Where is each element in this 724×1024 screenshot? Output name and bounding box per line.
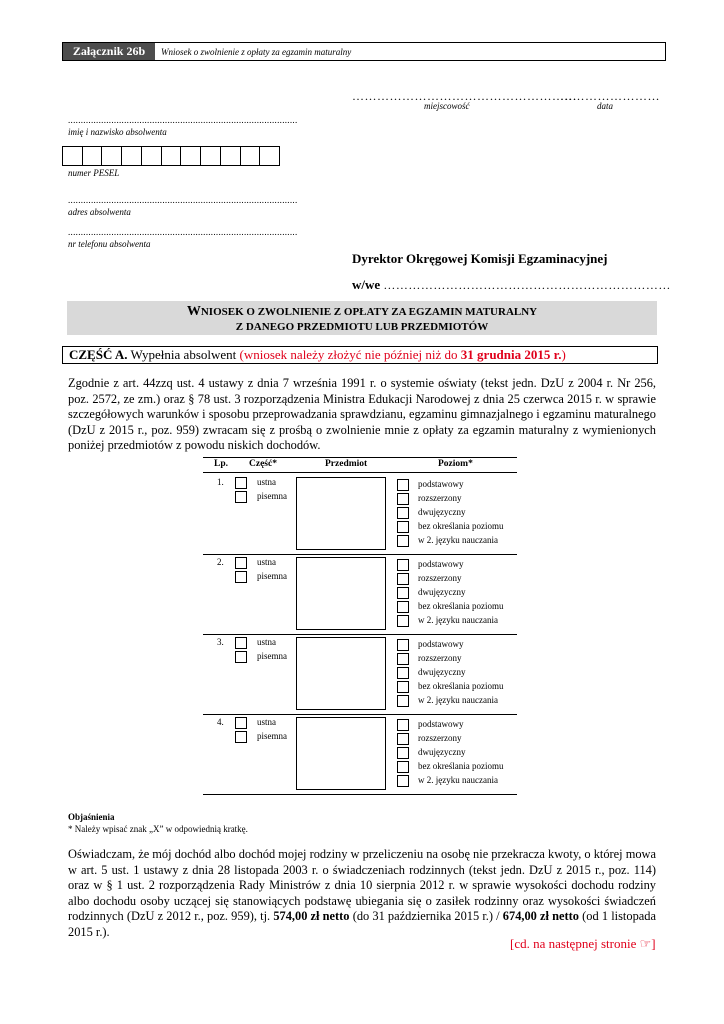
- header-subject: Przedmiot: [325, 459, 368, 469]
- part-label: ustna: [257, 477, 276, 487]
- checkbox-level[interactable]: [397, 695, 409, 707]
- declaration-amount-2: 674,00 zł netto: [502, 909, 579, 924]
- checkbox-level[interactable]: [397, 559, 409, 571]
- subject-input[interactable]: [296, 477, 386, 550]
- level-label: bez określania poziomu: [418, 521, 504, 531]
- name-caption: imię i nazwisko absolwenta: [68, 127, 167, 137]
- pesel-caption: numer PESEL: [68, 168, 120, 178]
- pesel-input[interactable]: [62, 146, 280, 166]
- statement-paragraph: Zgodnie z art. 44zzq ust. 4 ustawy z dnia 7 września 1991 r. o systemie oświaty (tekst jedn. DzU z 2004 r. Nr 256, poz. 2572, ze zm.) oraz § 78 ust. 3 rozporządzenia Ministra Edukacji Narodowej z dnia 25 czerwca 2015 r. w sprawie szczegółowych warunków i sposobu przeprowadzania sprawdzianu, egzaminu gimnazjalnego i egzaminu maturalnego (DzU z 2015 r., poz. 959) zwracam się z prośbą o zwolnienie mnie z opłaty za egzamin maturalny z wymienionych poniżej przedmiotów z powodu niskich dochodów.: [68, 376, 657, 453]
- subject-input[interactable]: [296, 637, 386, 710]
- part-a-text: Wypełnia absolwent: [130, 347, 237, 362]
- declaration-amount-1: 574,00 zł netto: [273, 909, 350, 924]
- checkbox-level[interactable]: [397, 747, 409, 759]
- level-label: dwujęzyczny: [418, 747, 466, 757]
- row-number: 2.: [217, 557, 224, 567]
- checkbox-level[interactable]: [397, 535, 409, 547]
- row-number: 4.: [217, 717, 224, 727]
- checkbox-part-written[interactable]: [235, 571, 247, 583]
- addressee-location: [352, 277, 671, 293]
- checkbox-level[interactable]: [397, 761, 409, 773]
- checkbox-level[interactable]: [397, 733, 409, 745]
- continuation-end: ]: [651, 936, 656, 951]
- addressee-location-input-line[interactable]: ……………………………………………………………: [383, 278, 671, 292]
- phone-input-line[interactable]: ..........................................................................................: [68, 227, 298, 237]
- deadline-date: 31 grudnia 2015 r.: [460, 347, 562, 362]
- explanations-heading: Objaśnienia: [68, 812, 115, 822]
- declaration-text-3: (od 1 listopada 2015 r.).: [68, 909, 656, 939]
- table-row: [203, 474, 517, 555]
- checkbox-level[interactable]: [397, 667, 409, 679]
- row-number: 3.: [217, 637, 224, 647]
- level-label: w 2. języku nauczania: [418, 535, 498, 545]
- date-caption: data: [597, 101, 614, 111]
- level-label: bez określania poziomu: [418, 601, 504, 611]
- part-a-label: CZĘŚĆ A.: [69, 347, 128, 362]
- level-label: bez określania poziomu: [418, 681, 504, 691]
- checkbox-level[interactable]: [397, 681, 409, 693]
- checkbox-level[interactable]: [397, 639, 409, 651]
- part-label: pisemna: [257, 651, 287, 661]
- pointing-hand-icon: ☞: [639, 936, 652, 951]
- header-level: Poziom*: [438, 459, 473, 469]
- level-label: w 2. języku nauczania: [418, 695, 498, 705]
- level-label: rozszerzony: [418, 653, 462, 663]
- declaration-text-2: (do 31 października 2015 r.) /: [352, 909, 500, 924]
- level-label: podstawowy: [418, 479, 464, 489]
- checkbox-level[interactable]: [397, 507, 409, 519]
- checkbox-part-written[interactable]: [235, 731, 247, 743]
- attachment-header: [62, 42, 666, 61]
- level-label: rozszerzony: [418, 493, 462, 503]
- declaration-text-1: Oświadczam, że mój dochód albo dochód mojej rodziny w przeliczeniu na osobę nie przekracza kwoty, o której mowa w art. 5 ust. 1 ustawy z dnia 28 listopada 2003 r. o świadczeniach rodzinnych (tekst jedn. DzU z 2015 r., poz. 114) oraz w § 1 ust. 2 rozporządzenia Rady Ministrów z dnia 10 sierpnia 2012 r. w sprawie wysokości dochodu rodziny albo dochodu osoby uczącej się stanowiących podstawę ubiegania się o zasiłek rodzinny oraz wysokości świadczeń rodzinnych (DzU z 2012 r., poz. 959), tj.: [68, 847, 656, 924]
- level-label: podstawowy: [418, 559, 464, 569]
- attachment-label: Załącznik 26b: [63, 43, 155, 60]
- continuation-text: [cd. na następnej stronie: [510, 936, 637, 951]
- part-a-deadline: [240, 347, 566, 362]
- level-label: dwujęzyczny: [418, 507, 466, 517]
- checkbox-level[interactable]: [397, 521, 409, 533]
- form-title-line2: Z DANEGO PRZEDMIOTU LUB PRZEDMIOTÓW: [235, 321, 489, 333]
- table-row: [203, 634, 517, 715]
- form-title-line1: NIOSEK O ZWOLNIENIE Z OPŁATY ZA EGZAMIN MATURALNY: [200, 306, 538, 318]
- checkbox-level[interactable]: [397, 479, 409, 491]
- part-a-box: [62, 346, 658, 364]
- place-input-line[interactable]: ………………………………………………: [352, 89, 577, 103]
- level-label: bez określania poziomu: [418, 761, 504, 771]
- part-label: pisemna: [257, 571, 287, 581]
- table-header: [203, 457, 517, 473]
- addressee-in-prefix: w/we: [352, 277, 381, 292]
- place-caption: miejscowość: [424, 101, 470, 111]
- checkbox-level[interactable]: [397, 719, 409, 731]
- addressee-title: Dyrektor Okręgowej Komisji Egzaminacyjnej: [352, 251, 608, 266]
- phone-caption: nr telefonu absolwenta: [68, 239, 151, 249]
- level-label: rozszerzony: [418, 573, 462, 583]
- checkbox-level[interactable]: [397, 601, 409, 613]
- level-label: dwujęzyczny: [418, 587, 466, 597]
- form-title: [67, 301, 657, 335]
- date-input-line[interactable]: ……………………: [560, 89, 660, 103]
- checkbox-part-written[interactable]: [235, 491, 247, 503]
- checkbox-level[interactable]: [397, 615, 409, 627]
- level-label: w 2. języku nauczania: [418, 615, 498, 625]
- table-row: [203, 714, 517, 795]
- checkbox-part-written[interactable]: [235, 651, 247, 663]
- part-label: ustna: [257, 717, 276, 727]
- checkbox-level[interactable]: [397, 653, 409, 665]
- checkbox-part-oral[interactable]: [235, 557, 247, 569]
- part-label: pisemna: [257, 491, 287, 501]
- checkbox-level[interactable]: [397, 573, 409, 585]
- header-lp: Lp.: [214, 459, 228, 469]
- checkbox-level[interactable]: [397, 587, 409, 599]
- address-caption: adres absolwenta: [68, 207, 131, 217]
- table-row: [203, 554, 517, 635]
- level-label: rozszerzony: [418, 733, 462, 743]
- form-title-initial: W: [186, 304, 201, 319]
- header-part: Część*: [249, 459, 277, 469]
- explanations-note: * Należy wpisać znak „X” w odpowiednią kratkę.: [68, 824, 248, 834]
- checkbox-part-oral[interactable]: [235, 477, 247, 489]
- level-label: podstawowy: [418, 639, 464, 649]
- checkbox-part-oral[interactable]: [235, 717, 247, 729]
- checkbox-level[interactable]: [397, 775, 409, 787]
- deadline-close: ): [561, 347, 566, 362]
- declaration-paragraph: [68, 847, 656, 941]
- checkbox-level[interactable]: [397, 493, 409, 505]
- part-label: ustna: [257, 557, 276, 567]
- address-input-line[interactable]: ..........................................................................................: [68, 195, 298, 205]
- deadline-text: (wniosek należy złożyć nie później niż do: [239, 347, 458, 362]
- continuation-note: [510, 936, 656, 952]
- part-label: pisemna: [257, 731, 287, 741]
- level-label: podstawowy: [418, 719, 464, 729]
- row-number: 1.: [217, 477, 224, 487]
- level-label: w 2. języku nauczania: [418, 775, 498, 785]
- part-label: ustna: [257, 637, 276, 647]
- name-input-line[interactable]: ..........................................................................................: [68, 115, 298, 125]
- subject-input[interactable]: [296, 717, 386, 790]
- level-label: dwujęzyczny: [418, 667, 466, 677]
- subject-input[interactable]: [296, 557, 386, 630]
- attachment-title: Wniosek o zwolnienie z opłaty za egzamin maturalny: [161, 46, 352, 57]
- checkbox-part-oral[interactable]: [235, 637, 247, 649]
